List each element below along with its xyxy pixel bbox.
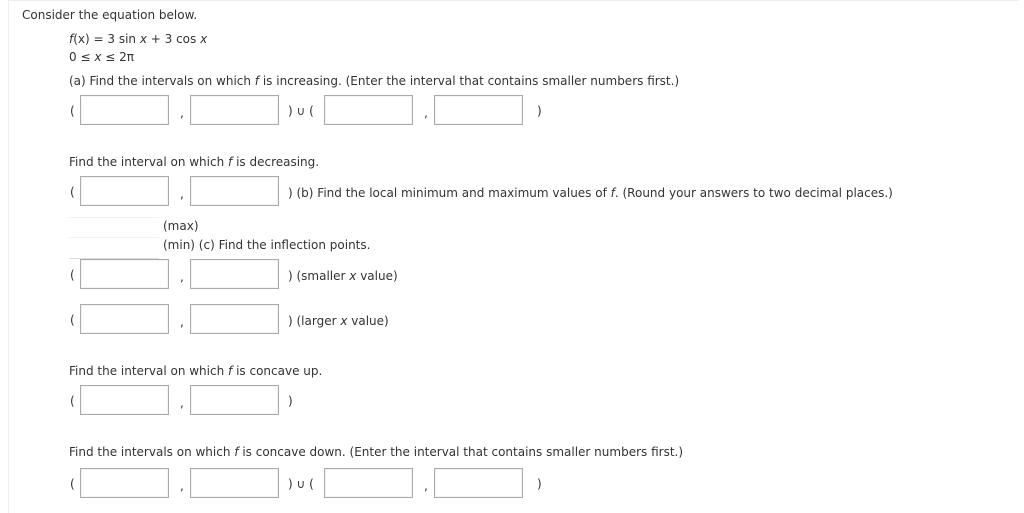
concave-down-1-end-input[interactable] [190, 468, 279, 498]
concave-up-start-input[interactable] [80, 385, 169, 415]
union: ) ∪ ( [288, 477, 314, 491]
increasing-2-start-input[interactable] [324, 95, 413, 125]
larger-label: ) (larger x value) [288, 314, 389, 328]
comma: , [180, 479, 184, 493]
smaller-label: ) (smaller x value) [288, 269, 398, 283]
part-b-text: ) (b) Find the local minimum and maximum values of f. (Round your answers to two decimal places.) [288, 186, 893, 200]
decreasing-start-input[interactable] [80, 176, 169, 206]
inflection-1-y-input[interactable] [190, 259, 279, 289]
increasing-1-end-input[interactable] [190, 95, 279, 125]
paren: ( [70, 477, 75, 491]
paren: ( [70, 313, 75, 327]
increasing-2-end-input[interactable] [434, 95, 523, 125]
domain: 0 ≤ x ≤ 2π [69, 50, 134, 64]
max-label: (max) [163, 219, 199, 233]
concave-down-2-end-input[interactable] [434, 468, 523, 498]
comma: , [180, 396, 184, 410]
paren: ( [70, 394, 75, 408]
equation: f(x) = 3 sin x + 3 cos x [69, 32, 208, 46]
paren: ) [537, 104, 542, 118]
comma: , [180, 270, 184, 284]
paren: ) [288, 394, 293, 408]
min-label: (min) (c) Find the inflection points. [163, 238, 371, 252]
local-max-input[interactable] [69, 217, 159, 239]
intro-text: Consider the equation below. [22, 8, 198, 22]
union: ) ∪ ( [288, 104, 314, 118]
concave-down-text: Find the intervals on which f is concave down. (Enter the interval that contains smaller numbers first.) [69, 445, 684, 459]
paren: ( [70, 268, 75, 282]
inflection-2-y-input[interactable] [190, 304, 279, 334]
concave-up-text: Find the interval on which f is concave up. [69, 364, 323, 378]
part-a-text: (a) Find the intervals on which f is increasing. (Enter the interval that contains smaller numbers first.) [69, 74, 680, 88]
paren: ( [70, 185, 75, 199]
decreasing-text: Find the interval on which f is decreasing. [69, 155, 320, 169]
paren: ( [70, 104, 75, 118]
comma: , [180, 106, 184, 120]
decreasing-end-input[interactable] [190, 176, 279, 206]
comma: , [180, 187, 184, 201]
concave-up-end-input[interactable] [190, 385, 279, 415]
increasing-1-start-input[interactable] [80, 95, 169, 125]
inflection-2-x-input[interactable] [80, 304, 169, 334]
concave-down-1-start-input[interactable] [80, 468, 169, 498]
paren: ) [537, 477, 542, 491]
inflection-1-x-input[interactable] [80, 259, 169, 289]
concave-down-2-start-input[interactable] [324, 468, 413, 498]
comma: , [424, 479, 428, 493]
local-min-input[interactable] [69, 237, 159, 259]
comma: , [424, 106, 428, 120]
comma: , [180, 315, 184, 329]
